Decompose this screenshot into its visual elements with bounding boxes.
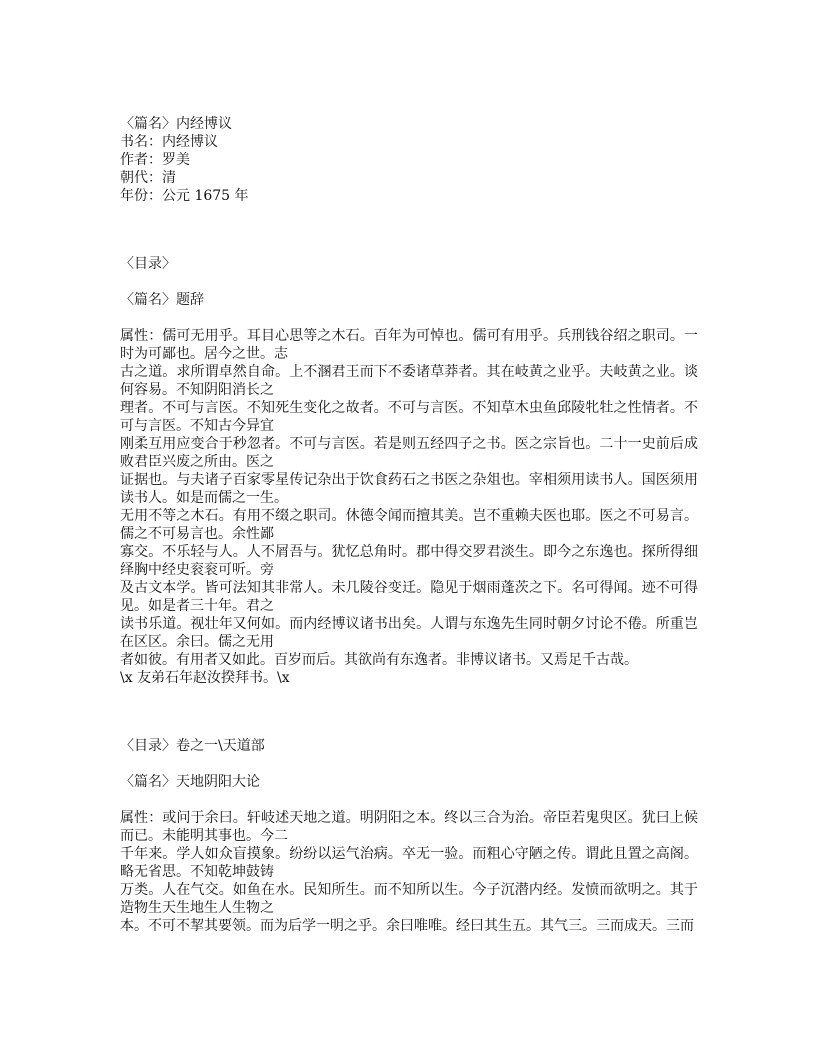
body-line: 无用不等之木石。有用不缀之职司。休德令闻而擅其美。岂不重赖夫医也耶。医之不可易言。儒之不可易言也。余性鄙: [120, 508, 698, 542]
toc-heading: 〈目录〉卷之一\天道部: [120, 738, 265, 754]
year: 年份：公元 1675 年: [120, 188, 249, 204]
chapter-body: [120, 327, 698, 687]
body-line: 千年来。学人如众盲摸象。纷纷以运气治病。卒无一验。而粗心守陋之传。谓此且置之高阁。略无省思。不知乾坤鼓铸: [120, 846, 698, 880]
toc-heading: 〈目录〉: [120, 256, 176, 272]
body-line: 证据也。与夫诸子百家零星传记杂出于饮食药石之书医之杂俎也。宰相须用读书人。国医须用读书人。如是而儒之一生。: [120, 472, 698, 506]
author: 作者：罗美: [120, 152, 190, 168]
body-line: 属性：或问于余曰。轩岐述天地之道。明阴阳之本。终以三合为治。帝臣若鬼臾区。犹曰上候而已。未能明其事也。今二: [120, 810, 698, 844]
book-name: 书名：内经博议: [120, 134, 218, 150]
chapter-body: [120, 809, 698, 935]
body-line: 理者。不可与言医。不知死生变化之故者。不可与言医。不知草木虫鱼邱陵牝牡之性情者。不可与言医。不知古今异宜: [120, 400, 698, 434]
document-page: [120, 115, 698, 935]
body-line: 万类。人在气交。如鱼在水。民知所生。而不知所以生。今子沉潜内经。发愤而欲明之。其于造物生天生地生人生物之: [120, 882, 698, 916]
body-line: 寡交。不乐轻与人。人不屑吾与。犹忆总角时。郡中得交罗君淡生。即今之东逸也。探所得细绎胸中经史衮衮可听。旁: [120, 544, 698, 578]
chapter-title: 〈篇名〉天地阴阳大论: [120, 774, 260, 790]
body-line: 属性：儒可无用乎。耳目心思等之木石。百年为可悼也。儒可有用乎。兵刑钱谷绍之职司。一时为可鄙也。居今之世。志: [120, 328, 698, 362]
chapter-title: 〈篇名〉题辞: [120, 292, 204, 308]
section-title: 〈篇名〉内经博议: [120, 116, 232, 132]
body-line: 刚柔互用应变合于秒忽者。不可与言医。若是则五经四子之书。医之宗旨也。二十一史前后成败君臣兴废之所由。医之: [120, 436, 698, 470]
body-line: 者如彼。有用者又如此。百岁而后。其欲尚有东逸者。非博议诸书。又焉足千古哉。: [120, 652, 638, 668]
body-line: 古之道。求所谓卓然自命。上不溷君王而下不委诸草莽者。其在岐黄之业乎。夫岐黄之业。谈何容易。不知阴阳消长之: [120, 364, 698, 398]
body-line: 及古文本学。皆可法知其非常人。未几陵谷变迁。隐见于烟雨蓬茨之下。名可得闻。迹不可得见。如是者三十年。君之: [120, 580, 698, 614]
signature-line: \x 友弟石年赵汝揆拜书。\x: [120, 670, 290, 686]
header-block: [120, 115, 698, 205]
body-line: 本。不可不挈其要领。而为后学一明之乎。余曰唯唯。经曰其生五。其气三。三而成天。三而: [120, 918, 694, 934]
body-line: 读书乐道。视壮年又何如。而内经博议诸书出矣。人谓与东逸先生同时朝夕讨论不倦。所重岂在区区。余曰。儒之无用: [120, 616, 698, 650]
dynasty: 朝代：清: [120, 170, 176, 186]
